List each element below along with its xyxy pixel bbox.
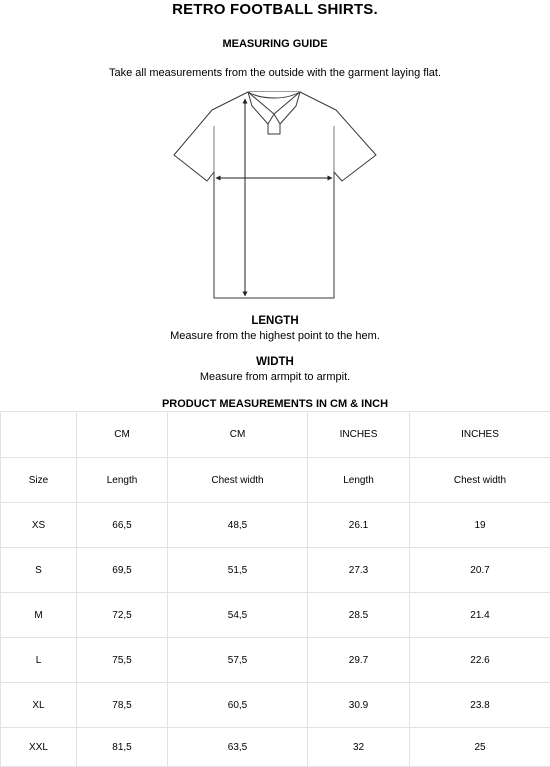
table-cell: 66,5 (77, 503, 168, 548)
table-cell: 22.6 (410, 638, 550, 683)
table-cell: 30.9 (308, 683, 410, 728)
table-cell: Chest width (410, 458, 550, 503)
table-cell: 69,5 (77, 548, 168, 593)
table-cell: 48,5 (168, 503, 308, 548)
table-cell: CM (168, 412, 308, 458)
table-row (1, 728, 550, 767)
length-label: LENGTH (0, 314, 550, 328)
table-cell: 51,5 (168, 548, 308, 593)
table-units-row (1, 412, 550, 458)
table-row (1, 503, 550, 548)
table-cell: 25 (410, 728, 550, 767)
table-cell: XXL (1, 728, 77, 767)
table-cell: 19 (410, 503, 550, 548)
table-cell: L (1, 638, 77, 683)
table-cell: 29.7 (308, 638, 410, 683)
table-header-row (1, 458, 550, 503)
table-cell: 72,5 (77, 593, 168, 638)
table-cell: 28.5 (308, 593, 410, 638)
table-cell: Chest width (168, 458, 308, 503)
table-cell: 60,5 (168, 683, 308, 728)
width-description: Measure from armpit to armpit. (0, 370, 550, 384)
table-cell: 54,5 (168, 593, 308, 638)
table-cell: 20.7 (410, 548, 550, 593)
table-cell: CM (77, 412, 168, 458)
measuring-instruction: Take all measurements from the outside with the garment laying flat. (0, 66, 550, 80)
table-cell: 57,5 (168, 638, 308, 683)
table-row (1, 638, 550, 683)
shirt-body (174, 92, 376, 298)
table-cell (1, 412, 77, 458)
measurements-table (0, 411, 550, 767)
table-row (1, 548, 550, 593)
table-cell: Length (77, 458, 168, 503)
table-cell: 21.4 (410, 593, 550, 638)
table-cell: S (1, 548, 77, 593)
measuring-guide-heading: MEASURING GUIDE (0, 37, 550, 51)
table-cell: 75,5 (77, 638, 168, 683)
table-cell: Length (308, 458, 410, 503)
table-cell: INCHES (308, 412, 410, 458)
table-cell: 81,5 (77, 728, 168, 767)
table-cell: 78,5 (77, 683, 168, 728)
width-label: WIDTH (0, 355, 550, 369)
table-cell: Size (1, 458, 77, 503)
table-cell: 32 (308, 728, 410, 767)
table-cell: XS (1, 503, 77, 548)
table-cell: XL (1, 683, 77, 728)
table-row (1, 683, 550, 728)
table-title: PRODUCT MEASUREMENTS IN CM & INCH (0, 397, 550, 411)
length-description: Measure from the highest point to the hem. (0, 329, 550, 343)
table-cell: 23.8 (410, 683, 550, 728)
table-cell: 63,5 (168, 728, 308, 767)
table-cell: 27.3 (308, 548, 410, 593)
table-cell: M (1, 593, 77, 638)
table-row (1, 593, 550, 638)
page-title: RETRO FOOTBALL SHIRTS. (0, 0, 550, 19)
shirt-outline-icon (170, 84, 384, 306)
table-cell: INCHES (410, 412, 550, 458)
table-cell: 26.1 (308, 503, 410, 548)
